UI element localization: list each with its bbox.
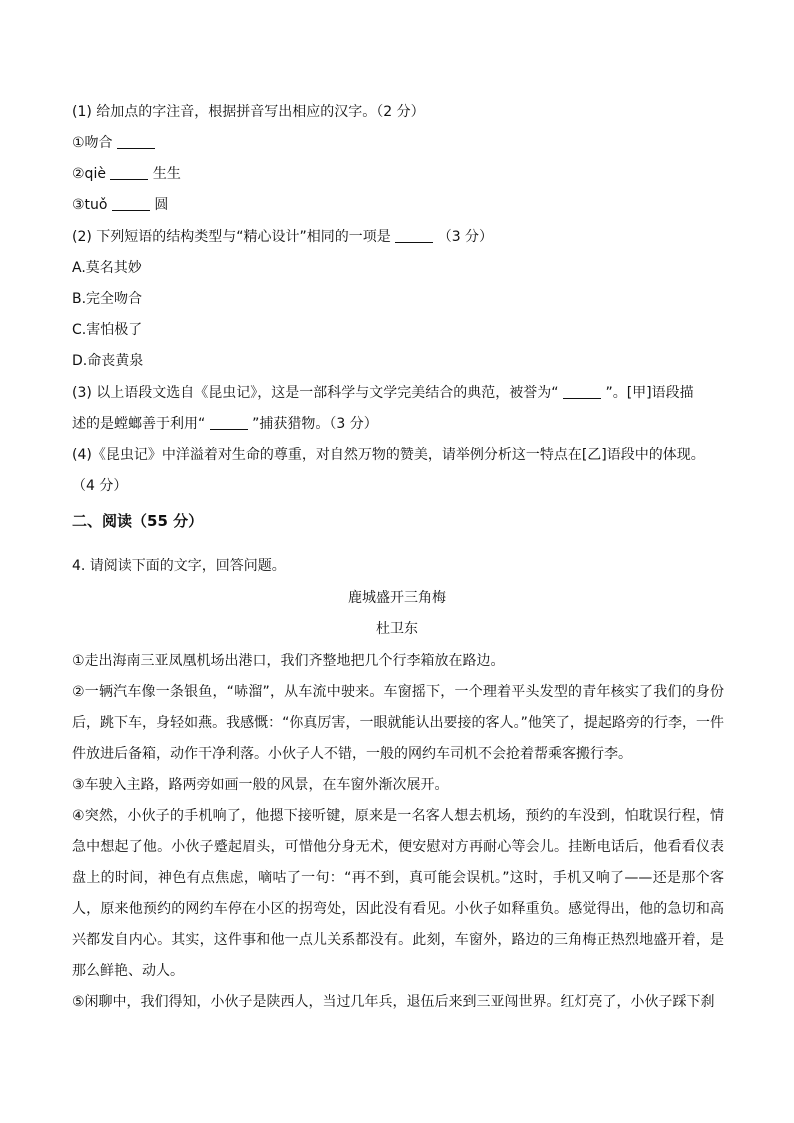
article-title: 鹿城盛开三角梅 [348,590,446,606]
reading-intro: 4. 请阅读下面的文字，回答问题。 [72,558,286,574]
q4-question-line-2: （4 分） [72,478,128,494]
q3-text-4: ”捕获猎物。（3 分） [252,416,378,432]
answer-blank[interactable] [563,384,601,399]
q3-text-1: (3) 以上语段文选自《昆虫记》，这是一部科学与文学完美结合的典范，被誉为“ [72,385,559,401]
answer-blank[interactable] [110,165,148,180]
q3-line-1 [72,383,694,403]
article-author: 杜卫东 [376,621,418,637]
answer-blank[interactable] [112,196,150,211]
q3-text-3: 述的是螳螂善于利用“ [72,416,206,432]
q3-line-2 [72,414,378,434]
q1-item-a-text: ①吻合 [72,135,113,151]
q1-item-c [72,195,168,215]
article-paragraph-4: ④突然，小伙子的手机响了，他摁下接听键，原来是一名客人想去机场，预约的车没到，怕耽误行程，情急中想起了他。小伙子蹙起眉头，可惜他分身无术，便安慰对方再耐心等会儿。挂断电话后，他看看仪表盘上的时间，神色有点焦虑，嘀咕了一句：“再不到，真可能会误机。”这时，手机又响了——还是那个客人，原来他预约的网约车停在小区的拐弯处，因此没有看见。小伙子如释重负。感觉得出，他的急切和高兴都发自内心。其实，这件事和他一点儿关系都没有。此刻，车窗外，路边的三角梅正热烈地盛开着，是那么鲜艳、动人。 [72,808,724,979]
q1-item-c-pinyin: ③tuǒ [72,197,108,213]
q3-text-2: ”。[甲]语段描 [605,385,694,401]
q1-item-c-word: 圆 [154,197,169,213]
q2-option-b[interactable]: B.完全吻合 [72,291,143,307]
q2-option-c[interactable]: C.害怕极了 [72,322,143,338]
q4-question-line-1: (4)《昆虫记》中洋溢着对生命的尊重，对自然万物的赞美，请举例分析这一特点在[乙]语段中的体现。 [72,447,705,463]
answer-blank[interactable] [395,228,433,243]
article-paragraph-2: ②一辆汽车像一条银鱼，“哧溜”，从车流中驶来。车窗摇下，一个理着平头发型的青年核实了我们的身份后，跳下车，身轻如燕。我感慨：“你真厉害，一眼就能认出要接的客人。”他笑了，提起路旁的行李，一件件放进后备箱，动作干净利落。小伙子人不错，一般的网约车司机不会抢着帮乘客搬行李。 [72,684,724,762]
q1-item-a [72,133,155,153]
q2-text: (2) 下列短语的结构类型与“精心设计”相同的一项是 [72,229,391,245]
q2-question [72,227,493,247]
section-heading: 二、阅读（55 分） [72,512,204,530]
answer-blank[interactable] [210,415,248,430]
article-paragraph-5: ⑤闲聊中，我们得知，小伙子是陕西人，当过几年兵，退伍后来到三亚闯世界。红灯亮了，小伙子踩下刹 [72,994,715,1010]
article-paragraph-3: ③车驶入主路，路两旁如画一般的风景，在车窗外渐次展开。 [72,777,449,793]
q2-option-d[interactable]: D.命丧黄泉 [72,353,144,369]
q1-item-b-word: 生生 [152,166,181,182]
answer-blank[interactable] [117,134,155,149]
article-paragraph-1: ①走出海南三亚凤凰机场出港口，我们齐整地把几个行李箱放在路边。 [72,653,505,669]
q1-item-b [72,164,181,184]
q1-item-b-pinyin: ②qiè [72,166,106,182]
q1-instruction: (1) 给加点的字注音，根据拼音写出相应的汉字。（2 分） [72,104,425,120]
q2-score: （3 分） [437,229,494,245]
q2-option-a[interactable]: A.莫名其妙 [72,260,142,276]
